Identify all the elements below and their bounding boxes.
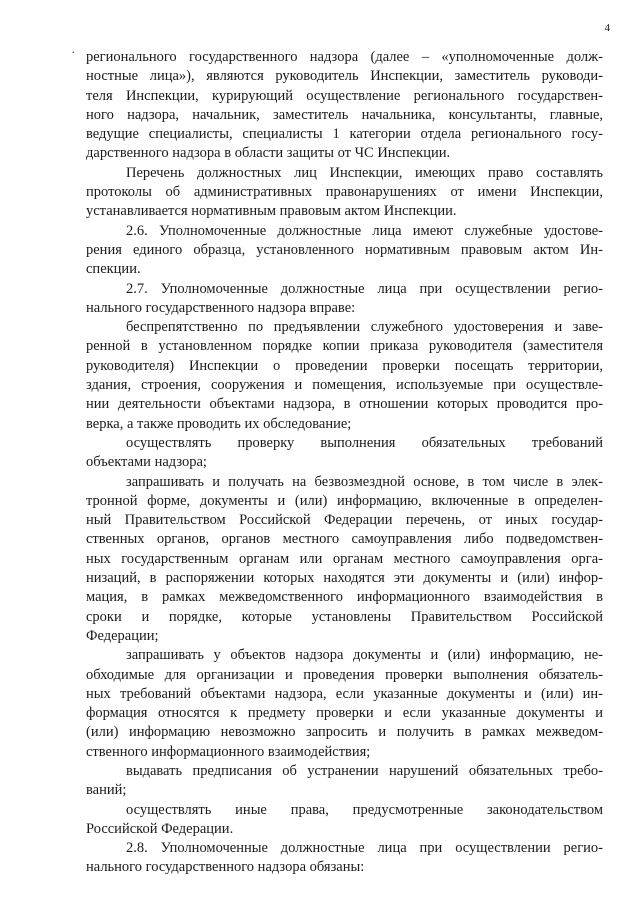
text-line: ного надзора, начальник, заместитель начальника, консультанты, главные, xyxy=(86,106,603,123)
text-line: (или) информацию невозможно запросить и получить в рамках межведом- xyxy=(86,724,603,741)
text-line: теля Инспекции, курирующий осуществление регионального государствен- xyxy=(86,87,603,104)
stray-mark: . xyxy=(72,45,75,56)
text-line: верка, а также проводить их обследование; xyxy=(86,415,352,432)
text-line: ных государственным органам или органам местного самоуправления орга- xyxy=(86,550,603,567)
text-line: нального государственного надзора обязаны: xyxy=(86,859,365,876)
text-line: регионального государственного надзора (далее – «уполномоченные долж- xyxy=(86,49,603,65)
text-line: устанавливается нормативным правовым актом Инспекции. xyxy=(86,203,457,220)
text-line: дарственного надзора в области защиты от ЧС Инспекции. xyxy=(86,145,451,162)
text-line: ственных органов, органов местного самоуправления либо подведомствен- xyxy=(86,531,603,548)
text-line: Перечень должностных лиц Инспекции, имеющих право составлять xyxy=(126,164,603,181)
text-line: объектами надзора; xyxy=(86,454,207,471)
text-line: сроки и порядке, которые установлены Правительством Российской xyxy=(86,608,603,625)
text-line: беспрепятственно по предъявлении служебного удостоверения и заве- xyxy=(126,319,603,336)
page-number: 4 xyxy=(604,22,610,34)
text-line: руководителя) Инспекции о проведении проверки посещать территории, xyxy=(86,357,603,374)
text-line: ственного информационного взаимодействия; xyxy=(86,743,371,760)
text-line: формация относятся к предмету проверки и если указанные документы и xyxy=(86,705,603,722)
text-line: низаций, в распоряжении которых находятся эти документы и (или) инфор- xyxy=(86,570,603,587)
text-line: нии деятельности объектами надзора, в отношении которых проводится про- xyxy=(86,396,603,413)
text-line: здания, строения, сооружения и помещения, используемые при осуществле- xyxy=(86,377,603,394)
text-line: тронной форме, документы и (или) информацию, включенные в определен- xyxy=(86,492,603,509)
text-line: запрашивать у объектов надзора документы и (или) информацию, не- xyxy=(126,647,603,664)
text-line: рения единого образца, установленного нормативным правовым актом Ин- xyxy=(86,241,603,258)
text-line: 2.6. Уполномоченные должностные лица имеют служебные удостове- xyxy=(126,222,603,239)
text-line: Российской Федерации. xyxy=(86,820,234,837)
text-line: ренной в установленном порядке копии приказа руководителя (заместителя xyxy=(86,338,603,355)
text-line: осуществлять проверку выполнения обязательных требований xyxy=(126,434,603,451)
text-line: запрашивать и получать на безвозмездной основе, в том числе в элек- xyxy=(126,473,603,490)
text-line: осуществлять иные права, предусмотренные законодательством xyxy=(126,801,603,818)
text-line: ваний; xyxy=(86,782,127,799)
text-line: протоколы об административных правонарушениях от имени Инспекции, xyxy=(86,184,603,201)
text-line: спекции. xyxy=(86,261,141,278)
document-body xyxy=(86,48,603,878)
text-line: обходимые для организации и проведения проверки выполнения обязатель- xyxy=(86,666,603,683)
text-line: мация, в рамках межведомственного информационного взаимодействия в xyxy=(86,589,603,606)
text-line: ностные лица»), являются руководитель Инспекции, заместитель руководи- xyxy=(86,68,603,85)
text-line: Федерации; xyxy=(86,627,159,644)
text-line: нального государственного надзора вправе: xyxy=(86,299,356,316)
text-line: выдавать предписания об устранении нарушений обязательных требо- xyxy=(126,762,603,779)
text-line: ный Правительством Российской Федерации перечень, от иных государ- xyxy=(86,512,603,529)
text-line: 2.7. Уполномоченные должностные лица при осуществлении регио- xyxy=(126,280,603,297)
text-line: ных требований объектами надзора, если указанные документы и (или) ин- xyxy=(86,685,603,702)
text-line: 2.8. Уполномоченные должностные лица при осуществлении регио- xyxy=(126,840,603,857)
text-line: ведущие специалисты, специалисты 1 категории отдела регионального госу- xyxy=(86,126,603,143)
